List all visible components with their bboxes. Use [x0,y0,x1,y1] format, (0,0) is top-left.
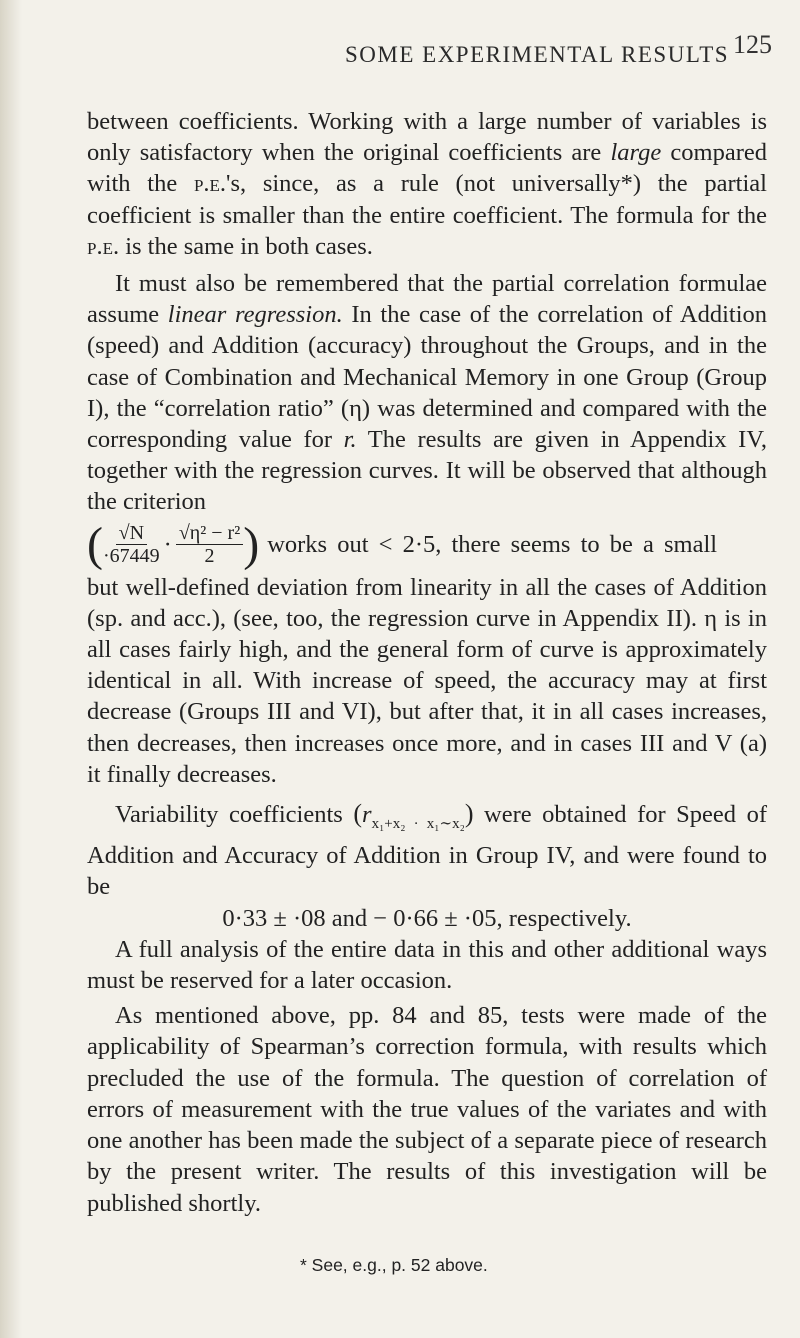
footnote: * See, e.g., p. 52 above. [300,1255,488,1275]
page-number: 125 [733,30,772,59]
paragraph-4: Variability coefficients $(r_{x_1+x_2 \cdot x_1\sim x_2})$ were obtained for Speed of Addition and Accuracy of Addition in Group IV, and were found to be [87,799,768,901]
paragraph-3: but well-defined deviation from linearity in all the cases of Addition (sp. and acc.), (see, too, the regression curve in Appendix II). η is in all cases fairly high, and the general form of curve is approximately identical in all. With increase of speed, the accuracy may at first decrease (Groups III and VI), but after that, it in all cases increases, then decreases, then increases once more, and in cases III and V (a) it finally decreases. [87,573,767,788]
criterion-formula: ( $\frac{√N}{\cdot 67449}$ · $\frac{\text{√η² − r²}}{2}$ ) works out < 2·5, there seems to be a small [87,517,718,571]
paragraph-2: It must also be remembered that the partial correlation formulae assume linear regression. In the case of the correlation of Addition (speed) and Addition (accuracy) throughout the Groups, and in the case of Combination and Mechanical Memory in one Group (Group I), the “correlation ratio” (η) was determined and compared with the corresponding value for r. The results are given in Appendix IV, together with the regression curves. It will be observed that although the criterion [87,270,768,516]
fraction-1: $\frac{√N}{\cdot 67449}$ [102,522,160,568]
body-text-upper [87,106,767,1219]
running-title: SOME EXPERIMENTAL RESULTS [345,42,730,67]
paragraph-5: A full analysis of the entire data in this and other additional ways must be reserved for a later occasion. [87,935,767,995]
binding-shadow [0,0,22,1338]
paragraph-6: As mentioned above, pp. 84 and 85, tests were made of the applicability of Spearman’s correction formula, with results which precluded the use of the formula. The question of correlation of errors of measurement with the true values of the variates and with one another has been made the subject of a separate piece of research by the present writer. The results of this investigation will be published shortly. [87,1002,767,1217]
variability-values: 0·33 ± ·08 and − 0·66 ± ·05, respectively. [222,904,632,932]
fraction-2: $\frac{\text{√η² − r²}}{2}$ [176,522,243,567]
paragraph-1: between coefficients. Working with a large number of variables is only satisfactory when the original coefficients are large compared with the p.e.'s, since, as a rule (not universally*) the partial coefficient is smaller than the entire coefficient. The formula for the p.e. is the same in both cases. [87,108,767,260]
